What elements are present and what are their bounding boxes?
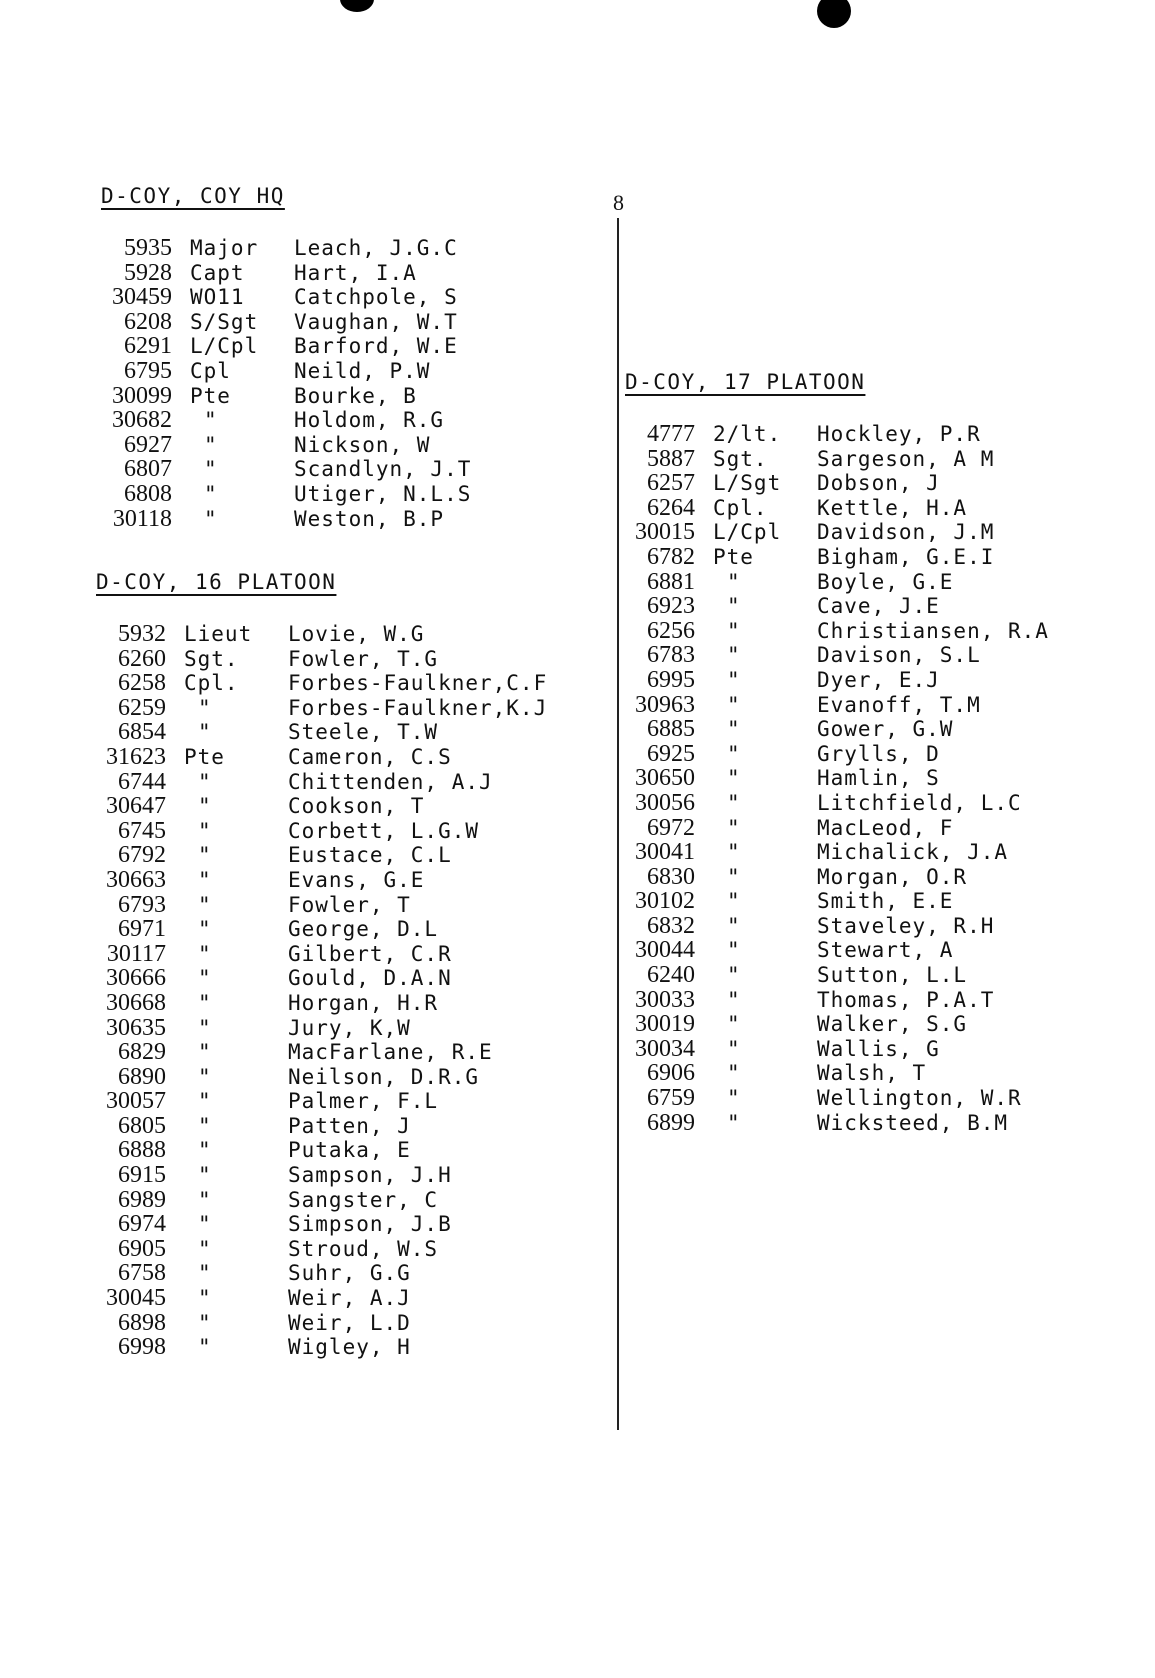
soldier-name: Thomas, P.A.T [817, 987, 995, 1012]
service-number: 30118 [112, 505, 172, 532]
rank: " [727, 790, 741, 815]
soldier-name: Boyle, G.E [817, 569, 954, 594]
rank: Pte [190, 383, 231, 408]
service-number: 6759 [647, 1085, 695, 1112]
soldier-name: Nickson, W [294, 432, 431, 457]
service-number: 6793 [118, 891, 166, 918]
service-number: 6745 [118, 817, 166, 844]
service-number: 30034 [635, 1035, 695, 1062]
soldier-name: MacLeod, F [817, 815, 954, 840]
service-number: 6832 [647, 912, 695, 939]
rank: " [198, 1064, 212, 1089]
rank: " [727, 913, 741, 938]
soldier-name: Davison, S.L [817, 643, 981, 668]
soldier-name: Neilson, D.R.G [288, 1064, 480, 1089]
soldier-name: Dyer, E.J [817, 667, 940, 692]
soldier-name: George, D.L [288, 917, 439, 942]
service-number: 6881 [647, 568, 695, 595]
service-number: 6795 [124, 357, 172, 384]
service-number: 30963 [635, 691, 695, 718]
service-number: 6264 [647, 494, 695, 521]
soldier-name: Fowler, T.G [288, 646, 439, 671]
service-number: 6260 [118, 645, 166, 672]
soldier-name: Weir, L.D [288, 1310, 411, 1335]
rank: " [198, 1335, 212, 1360]
service-number: 30663 [106, 866, 166, 893]
rank: " [198, 843, 212, 868]
soldier-name: Gould, D.A.N [288, 966, 452, 991]
rank: " [727, 987, 741, 1012]
service-number: 6829 [118, 1039, 166, 1066]
rank: " [198, 1040, 212, 1065]
rank: " [727, 667, 741, 692]
rank: " [198, 720, 212, 745]
service-number: 30015 [635, 519, 695, 546]
service-number: 6830 [647, 863, 695, 890]
soldier-name: Cameron, C.S [288, 744, 452, 769]
rank: " [198, 1310, 212, 1335]
soldier-name: Steele, T.W [288, 720, 439, 745]
soldier-name: Hamlin, S [817, 766, 940, 791]
rank: " [727, 815, 741, 840]
service-number: 6989 [118, 1186, 166, 1213]
soldier-name: Eustace, C.L [288, 843, 452, 868]
soldier-name: Corbett, L.G.W [288, 818, 480, 843]
service-number: 30117 [106, 940, 166, 967]
rank: " [198, 1286, 212, 1311]
rank: " [198, 1113, 212, 1138]
rank: S/Sgt [190, 309, 259, 334]
soldier-name: Chittenden, A.J [288, 769, 493, 794]
service-number: 6888 [118, 1137, 166, 1164]
soldier-name: Holdom, R.G [294, 408, 445, 433]
soldier-name: Wicksteed, B.M [817, 1110, 1009, 1135]
soldier-name: Christiansen, R.A [817, 618, 1049, 643]
soldier-name: Hockley, P.R [817, 422, 981, 446]
soldier-name: Staveley, R.H [817, 913, 995, 938]
service-number: 6974 [118, 1211, 166, 1238]
rank: L/Cpl [190, 334, 259, 359]
rank: Sgt. [184, 646, 239, 671]
service-number: 6972 [647, 814, 695, 841]
service-number: 30099 [112, 382, 172, 409]
service-number: 30033 [635, 986, 695, 1013]
rank: Pte [713, 544, 754, 569]
rank: " [198, 1236, 212, 1261]
rank: Capt [190, 260, 245, 285]
rank: " [727, 963, 741, 988]
soldier-name: Sampson, J.H [288, 1163, 452, 1188]
rank: " [204, 506, 218, 531]
soldier-name: Cave, J.E [817, 594, 940, 619]
service-number: 30102 [635, 888, 695, 915]
rank: Sgt. [713, 446, 768, 471]
rank: " [204, 481, 218, 506]
soldier-name: Suhr, G.G [288, 1261, 411, 1286]
service-number: 6998 [118, 1334, 166, 1361]
soldier-name: Wellington, W.R [817, 1086, 1022, 1111]
service-number: 30019 [635, 1011, 695, 1038]
soldier-name: Wallis, G [817, 1036, 940, 1061]
service-number: 5887 [647, 445, 695, 472]
rank: " [198, 1187, 212, 1212]
rank: " [204, 457, 218, 482]
rank: " [198, 1212, 212, 1237]
service-number: 6240 [647, 962, 695, 989]
soldier-name: Walker, S.G [817, 1012, 968, 1037]
soldier-name: Bourke, B [294, 383, 417, 408]
service-number: 30459 [112, 284, 172, 311]
service-number: 6259 [118, 694, 166, 721]
rank: Pte [184, 744, 225, 769]
rank: " [727, 840, 741, 865]
service-number: 6783 [647, 642, 695, 669]
soldier-name: Palmer, F.L [288, 1089, 439, 1114]
service-number: 6258 [118, 670, 166, 697]
service-number: 6995 [647, 666, 695, 693]
soldier-name: Forbes-Faulkner,C.F [288, 671, 548, 696]
rank: " [198, 990, 212, 1015]
soldier-name: Weston, B.P [294, 506, 445, 531]
soldier-name: Catchpole, S [294, 285, 458, 310]
rank: " [727, 1012, 741, 1037]
service-number: 6782 [647, 543, 695, 570]
rank: Cpl [190, 358, 231, 383]
rank: " [198, 966, 212, 991]
rank: " [727, 717, 741, 742]
rank: L/Sgt [713, 471, 782, 496]
soldier-name: Dobson, J [817, 471, 940, 496]
soldier-name: Jury, K,W [288, 1015, 411, 1040]
soldier-name: Davidson, J.M [817, 520, 995, 545]
service-number: 4777 [647, 421, 695, 447]
rank: " [727, 569, 741, 594]
rank: " [727, 1086, 741, 1111]
rank: " [204, 408, 218, 433]
soldier-name: Morgan, O.R [817, 864, 968, 889]
service-number: 30647 [106, 793, 166, 820]
soldier-name: Utiger, N.L.S [294, 481, 472, 506]
service-number: 6256 [647, 617, 695, 644]
service-number: 6808 [124, 480, 172, 507]
rank: " [198, 892, 212, 917]
rank: " [727, 643, 741, 668]
soldier-name: Neild, P.W [294, 358, 431, 383]
rank: " [727, 864, 741, 889]
rank: " [198, 818, 212, 843]
soldier-name: Hart, I.A [294, 260, 417, 285]
soldier-name: Gower, G.W [817, 717, 954, 742]
service-number: 30668 [106, 989, 166, 1016]
punch-hole-right [817, 0, 851, 28]
rank: " [198, 917, 212, 942]
soldier-name: Stewart, A [817, 938, 954, 963]
soldier-name: Vaughan, W.T [294, 309, 458, 334]
rank: " [198, 867, 212, 892]
service-number: 31623 [106, 743, 166, 770]
soldier-name: Forbes-Faulkner,K.J [288, 695, 548, 720]
rank: " [727, 766, 741, 791]
service-number: 6257 [647, 470, 695, 497]
soldier-name: Cookson, T [288, 794, 425, 819]
service-number: 30666 [106, 965, 166, 992]
service-number: 5935 [124, 235, 172, 261]
soldier-name: Smith, E.E [817, 889, 954, 914]
service-number: 6971 [118, 916, 166, 943]
service-number: 6208 [124, 308, 172, 335]
rank: " [198, 1261, 212, 1286]
rank: " [198, 1138, 212, 1163]
heading-17-platoon: D-COY, 17 PLATOON [625, 370, 866, 394]
rank: " [727, 938, 741, 963]
soldier-name: Fowler, T [288, 892, 411, 917]
punch-hole-left [340, 0, 374, 12]
service-number: 30650 [635, 765, 695, 792]
soldier-name: Putaka, E [288, 1138, 411, 1163]
soldier-name: Stroud, W.S [288, 1236, 439, 1261]
soldier-name: Barford, W.E [294, 334, 458, 359]
soldier-name: Kettle, H.A [817, 495, 968, 520]
heading-coy-hq: D-COY, COY HQ [101, 184, 285, 208]
service-number: 5928 [124, 259, 172, 286]
service-number: 6905 [118, 1235, 166, 1262]
rank: " [198, 1015, 212, 1040]
page-number: 8 [613, 190, 624, 215]
service-number: 30045 [106, 1285, 166, 1312]
soldier-name: Gilbert, C.R [288, 941, 452, 966]
rank: " [727, 594, 741, 619]
service-number: 6927 [124, 431, 172, 458]
soldier-name: Evanoff, T.M [817, 692, 981, 717]
soldier-name: Weir, A.J [288, 1286, 411, 1311]
service-number: 6792 [118, 842, 166, 869]
service-number: 6854 [118, 719, 166, 746]
soldier-name: Scandlyn, J.T [294, 457, 472, 482]
service-number: 6906 [647, 1060, 695, 1087]
rank: " [727, 1036, 741, 1061]
service-number: 6805 [118, 1112, 166, 1139]
service-number: 6899 [647, 1109, 695, 1136]
soldier-name: Sutton, L.L [817, 963, 968, 988]
rank: 2/lt. [713, 422, 782, 446]
service-number: 30635 [106, 1014, 166, 1041]
rank: Cpl. [713, 495, 768, 520]
rank: L/Cpl [713, 520, 782, 545]
soldier-name: Walsh, T [817, 1061, 927, 1086]
soldier-name: Sangster, C [288, 1187, 439, 1212]
service-number: 30682 [112, 407, 172, 434]
service-number: 6923 [647, 593, 695, 620]
soldier-name: Sargeson, A M [817, 446, 995, 471]
rank: WO11 [190, 285, 245, 310]
service-number: 6744 [118, 768, 166, 795]
rank: " [727, 618, 741, 643]
rank: " [198, 1163, 212, 1188]
rank: " [198, 941, 212, 966]
soldier-name: Patten, J [288, 1113, 411, 1138]
service-number: 6925 [647, 740, 695, 767]
soldier-name: Simpson, J.B [288, 1212, 452, 1237]
service-number: 6885 [647, 716, 695, 743]
soldier-name: Lovie, W.G [288, 622, 425, 646]
service-number: 30044 [635, 937, 695, 964]
soldier-name: Michalick, J.A [817, 840, 1009, 865]
service-number: 30056 [635, 789, 695, 816]
rank: " [198, 769, 212, 794]
rank: " [727, 889, 741, 914]
soldier-name: Evans, G.E [288, 867, 425, 892]
service-number: 30041 [635, 839, 695, 866]
soldier-name: Bigham, G.E.I [817, 544, 995, 569]
service-number: 6890 [118, 1063, 166, 1090]
service-number: 6758 [118, 1260, 166, 1287]
rank: " [727, 741, 741, 766]
soldier-name: Wigley, H [288, 1335, 411, 1360]
rank: Lieut [184, 622, 253, 646]
rank: " [198, 794, 212, 819]
rank: " [727, 1110, 741, 1135]
service-number: 6898 [118, 1309, 166, 1336]
service-number: 6915 [118, 1162, 166, 1189]
soldier-name: Horgan, H.R [288, 990, 439, 1015]
soldier-name: Leach, J.G.C [294, 236, 458, 260]
service-number: 5932 [118, 621, 166, 647]
heading-16-platoon: D-COY, 16 PLATOON [96, 570, 337, 594]
rank: Major [190, 236, 259, 260]
soldier-name: MacFarlane, R.E [288, 1040, 493, 1065]
rank: " [727, 692, 741, 717]
rank: " [204, 432, 218, 457]
service-number: 6807 [124, 456, 172, 483]
rank: " [727, 1061, 741, 1086]
soldier-name: Litchfield, L.C [817, 790, 1022, 815]
soldier-name: Grylls, D [817, 741, 940, 766]
service-number: 30057 [106, 1088, 166, 1115]
rank: " [198, 695, 212, 720]
rank: " [198, 1089, 212, 1114]
rank: Cpl. [184, 671, 239, 696]
service-number: 6291 [124, 333, 172, 360]
